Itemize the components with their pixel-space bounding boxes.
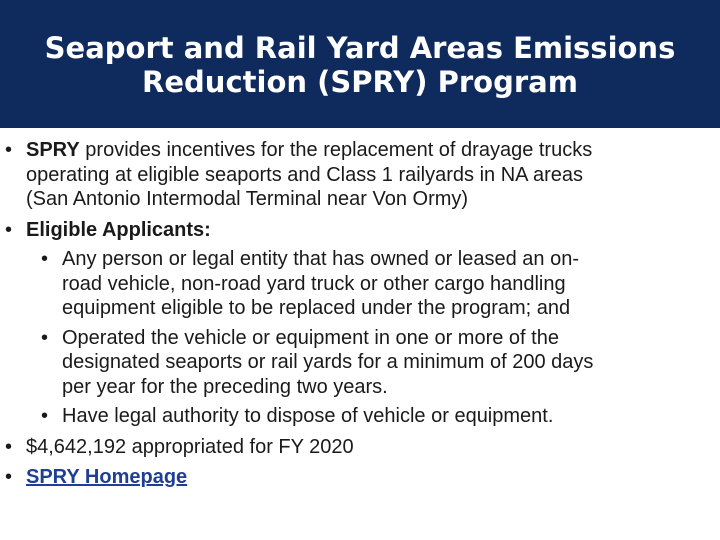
sub-bullet-text-line: designated seaports or rail yards for a minimum of 200 days [62, 351, 594, 373]
spry-homepage-link[interactable]: SPRY Homepage [26, 466, 188, 488]
slide-title-line-2: Reduction (SPRY) Program [142, 65, 578, 99]
bullet-appropriation [0, 435, 720, 460]
sub-bullet-operation [0, 326, 720, 400]
bullet-text-line: operating at eligible seaports and Class 1 railyards in NA areas [26, 163, 583, 186]
title-bar [0, 0, 720, 128]
bullet-text-rest: provides incentives for the replacement of drayage trucks [79, 139, 593, 161]
sub-bullet-marker: • [41, 248, 49, 270]
bullet-spry-description [0, 138, 720, 212]
bullet-marker: • [5, 466, 13, 488]
slide-title-line-1: Seaport and Rail Yard Areas Emissions [44, 31, 676, 65]
bullet-text-line [26, 138, 720, 163]
sub-bullet-text-line: road vehicle, non-road yard truck or other cargo handling [62, 272, 566, 295]
sub-bullet-text-line: per year for the preceding two years. [62, 375, 388, 398]
bullet-eligible-applicants [0, 218, 720, 429]
bullet-homepage [0, 465, 720, 490]
sub-bullet-marker: • [41, 326, 49, 349]
sub-bullet-text-line: Operated the vehicle or equipment in one or more of the [62, 326, 559, 349]
slide-body [0, 138, 720, 496]
bullet-marker: • [5, 218, 13, 241]
slide-title [45, 29, 676, 99]
sub-bullet-text-line: Any person or legal entity that has owned or leased an on- [62, 248, 579, 270]
sub-bullet-text-line: equipment eligible to be replaced under the program; and [62, 297, 571, 319]
eligible-applicants-sublist [26, 247, 720, 429]
sub-bullet-ownership [0, 247, 720, 321]
sub-bullet-authority [0, 404, 720, 429]
appropriation-text: $4,642,192 appropriated for FY 2020 [26, 435, 354, 458]
sub-bullet-marker: • [41, 405, 49, 427]
bullet-marker: • [5, 139, 13, 161]
eligible-applicants-heading: Eligible Applicants: [26, 218, 211, 241]
spry-bold-term: SPRY [26, 139, 80, 161]
bullet-marker: • [5, 435, 13, 458]
bullet-list [0, 138, 720, 490]
sub-bullet-text-line: Have legal authority to dispose of vehicle or equipment. [62, 405, 554, 427]
bullet-text-line: (San Antonio Intermodal Terminal near Von Ormy) [26, 188, 469, 210]
